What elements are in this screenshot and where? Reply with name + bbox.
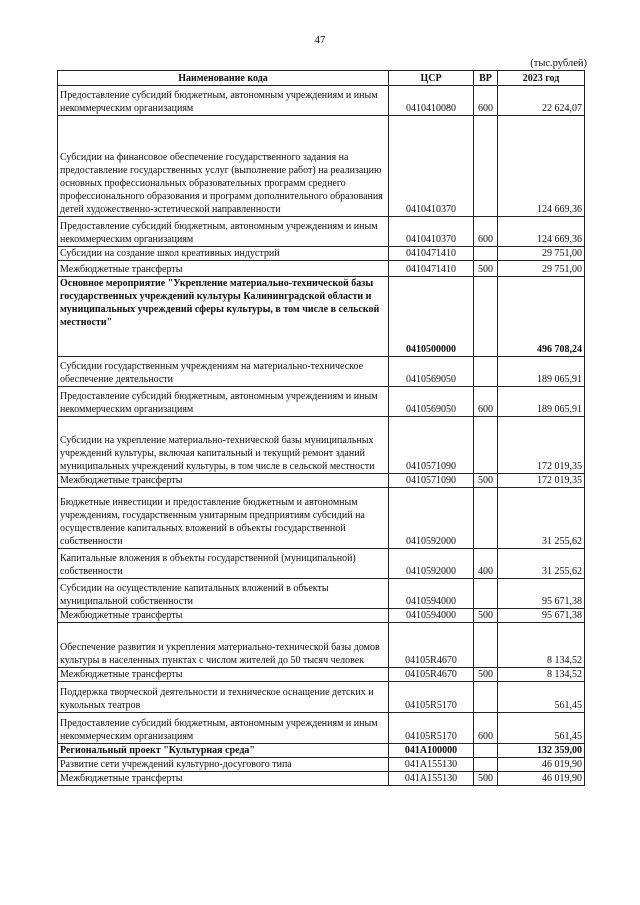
cell-vr: 500 xyxy=(474,668,498,682)
cell-amount: 172 019,35 xyxy=(498,417,585,474)
header-vr: ВР xyxy=(474,71,498,86)
cell-code: 0410410080 xyxy=(389,86,474,116)
cell-vr xyxy=(474,579,498,609)
cell-amount: 31 255,62 xyxy=(498,549,585,579)
header-code: ЦСР xyxy=(389,71,474,86)
cell-vr xyxy=(474,247,498,261)
cell-vr: 500 xyxy=(474,261,498,277)
table-row xyxy=(58,474,585,488)
units-label: (тыс.рублей) xyxy=(530,58,587,69)
cell-code: 0410500000 xyxy=(389,277,474,357)
cell-amount: 132 359,00 xyxy=(498,744,585,758)
header-amount: 2023 год xyxy=(498,71,585,86)
table-row xyxy=(58,217,585,247)
table-row xyxy=(58,579,585,609)
cell-code: 041A155130 xyxy=(389,758,474,772)
cell-code: 04105R4670 xyxy=(389,623,474,668)
cell-amount: 561,45 xyxy=(498,682,585,713)
cell-name: Межбюджетные трансферты xyxy=(58,668,389,682)
cell-code: 0410410370 xyxy=(389,116,474,217)
cell-amount: 46 019,90 xyxy=(498,758,585,772)
cell-amount: 29 751,00 xyxy=(498,247,585,261)
cell-code: 0410569050 xyxy=(389,357,474,387)
cell-code: 04105R4670 xyxy=(389,668,474,682)
cell-code: 0410594000 xyxy=(389,609,474,623)
cell-name: Предоставление субсидий бюджетным, автономным учреждениям и иным некоммерческим организациям xyxy=(58,387,389,417)
table-row xyxy=(58,417,585,474)
cell-vr: 600 xyxy=(474,713,498,744)
cell-vr: 400 xyxy=(474,549,498,579)
cell-name: Субсидии государственным учреждениям на материально-техническое обеспечение деятельности xyxy=(58,357,389,387)
cell-vr: 500 xyxy=(474,772,498,786)
cell-name: Региональный проект "Культурная среда" xyxy=(58,744,389,758)
table-row xyxy=(58,772,585,786)
cell-vr xyxy=(474,744,498,758)
table-row xyxy=(58,357,585,387)
table-row xyxy=(58,488,585,549)
cell-vr xyxy=(474,758,498,772)
cell-amount: 124 669,36 xyxy=(498,116,585,217)
cell-code: 04105R5170 xyxy=(389,713,474,744)
cell-amount: 8 134,52 xyxy=(498,623,585,668)
cell-amount: 561,45 xyxy=(498,713,585,744)
cell-name: Обеспечение развития и укрепления материально-технической базы домов культуры в населенных пунктах с числом жителей до 50 тысяч человек xyxy=(58,623,389,668)
cell-name: Предоставление субсидий бюджетным, автономным учреждениям и иным некоммерческим организациям xyxy=(58,713,389,744)
page-number: 47 xyxy=(314,34,326,46)
cell-code: 0410571090 xyxy=(389,417,474,474)
cell-amount: 189 065,91 xyxy=(498,387,585,417)
cell-name: Межбюджетные трансферты xyxy=(58,261,389,277)
table-row xyxy=(58,758,585,772)
cell-name: Субсидии на создание школ креативных индустрий xyxy=(58,247,389,261)
cell-name: Межбюджетные трансферты xyxy=(58,474,389,488)
cell-code: 0410569050 xyxy=(389,387,474,417)
table-row xyxy=(58,247,585,261)
cell-amount: 29 751,00 xyxy=(498,261,585,277)
table-row xyxy=(58,713,585,744)
table-row xyxy=(58,668,585,682)
cell-amount: 124 669,36 xyxy=(498,217,585,247)
table-row xyxy=(58,549,585,579)
header-name: Наименование кода xyxy=(58,71,389,86)
table-row xyxy=(58,744,585,758)
table-header-row xyxy=(58,71,585,86)
cell-name: Основное мероприятие "Укрепление материально-технической базы государственных учреждений культуры Калининградской области и муниципальных учреждений сферы культуры, в том числе в сельской местности" xyxy=(58,277,389,357)
cell-code: 0410592000 xyxy=(389,549,474,579)
cell-code: 0410410370 xyxy=(389,217,474,247)
cell-name: Бюджетные инвестиции и предоставление бюджетным и автономным учреждениям, государственным унитарным предприятиям субсидий на осуществление капитальных вложений в объекты государственной собственности xyxy=(58,488,389,549)
cell-name: Субсидии на финансовое обеспечение государственного задания на предоставление государственных услуг (выполнение работ) на реализацию основных профессиональных образовательных программ среднего профессионального образования и программ дополнительного образования детей художественно-эстетической направленности xyxy=(58,116,389,217)
table-row xyxy=(58,277,585,357)
cell-name: Развитие сети учреждений культурно-досугового типа xyxy=(58,758,389,772)
cell-name: Межбюджетные трансферты xyxy=(58,772,389,786)
table-row xyxy=(58,609,585,623)
table-body xyxy=(58,86,585,786)
table-row xyxy=(58,86,585,116)
cell-name: Межбюджетные трансферты xyxy=(58,609,389,623)
cell-code: 04105R5170 xyxy=(389,682,474,713)
table-row xyxy=(58,261,585,277)
cell-code: 041A100000 xyxy=(389,744,474,758)
cell-amount: 172 019,35 xyxy=(498,474,585,488)
table-row xyxy=(58,116,585,217)
cell-vr: 500 xyxy=(474,474,498,488)
cell-name: Капитальные вложения в объекты государственной (муниципальной) собственности xyxy=(58,549,389,579)
cell-code: 0410592000 xyxy=(389,488,474,549)
cell-name: Предоставление субсидий бюджетным, автономным учреждениям и иным некоммерческим организациям xyxy=(58,217,389,247)
cell-code: 0410594000 xyxy=(389,579,474,609)
cell-amount: 95 671,38 xyxy=(498,579,585,609)
cell-amount: 8 134,52 xyxy=(498,668,585,682)
cell-amount: 496 708,24 xyxy=(498,277,585,357)
cell-amount: 31 255,62 xyxy=(498,488,585,549)
cell-vr: 600 xyxy=(474,387,498,417)
cell-name: Предоставление субсидий бюджетным, автономным учреждениям и иным некоммерческим организациям xyxy=(58,86,389,116)
cell-vr xyxy=(474,488,498,549)
cell-name: Субсидии на осуществление капитальных вложений в объекты муниципальной собственности xyxy=(58,579,389,609)
cell-vr xyxy=(474,623,498,668)
cell-vr: 600 xyxy=(474,86,498,116)
cell-vr xyxy=(474,357,498,387)
cell-amount: 95 671,38 xyxy=(498,609,585,623)
table-row xyxy=(58,682,585,713)
cell-amount: 189 065,91 xyxy=(498,357,585,387)
cell-vr: 500 xyxy=(474,609,498,623)
cell-vr xyxy=(474,277,498,357)
cell-code: 041A155130 xyxy=(389,772,474,786)
cell-code: 0410471410 xyxy=(389,247,474,261)
budget-table xyxy=(57,70,585,786)
cell-name: Поддержка творческой деятельности и техническое оснащение детских и кукольных театров xyxy=(58,682,389,713)
table-row xyxy=(58,387,585,417)
cell-code: 0410471410 xyxy=(389,261,474,277)
cell-vr xyxy=(474,682,498,713)
table-row xyxy=(58,623,585,668)
cell-amount: 22 624,07 xyxy=(498,86,585,116)
cell-vr: 600 xyxy=(474,217,498,247)
cell-vr xyxy=(474,417,498,474)
cell-code: 0410571090 xyxy=(389,474,474,488)
cell-vr xyxy=(474,116,498,217)
cell-name: Субсидии на укрепление материально-технической базы муниципальных учреждений культуры, включая капитальный и текущий ремонт зданий муниципальных учреждений культуры, в том числе в сельской местности xyxy=(58,417,389,474)
cell-amount: 46 019,90 xyxy=(498,772,585,786)
